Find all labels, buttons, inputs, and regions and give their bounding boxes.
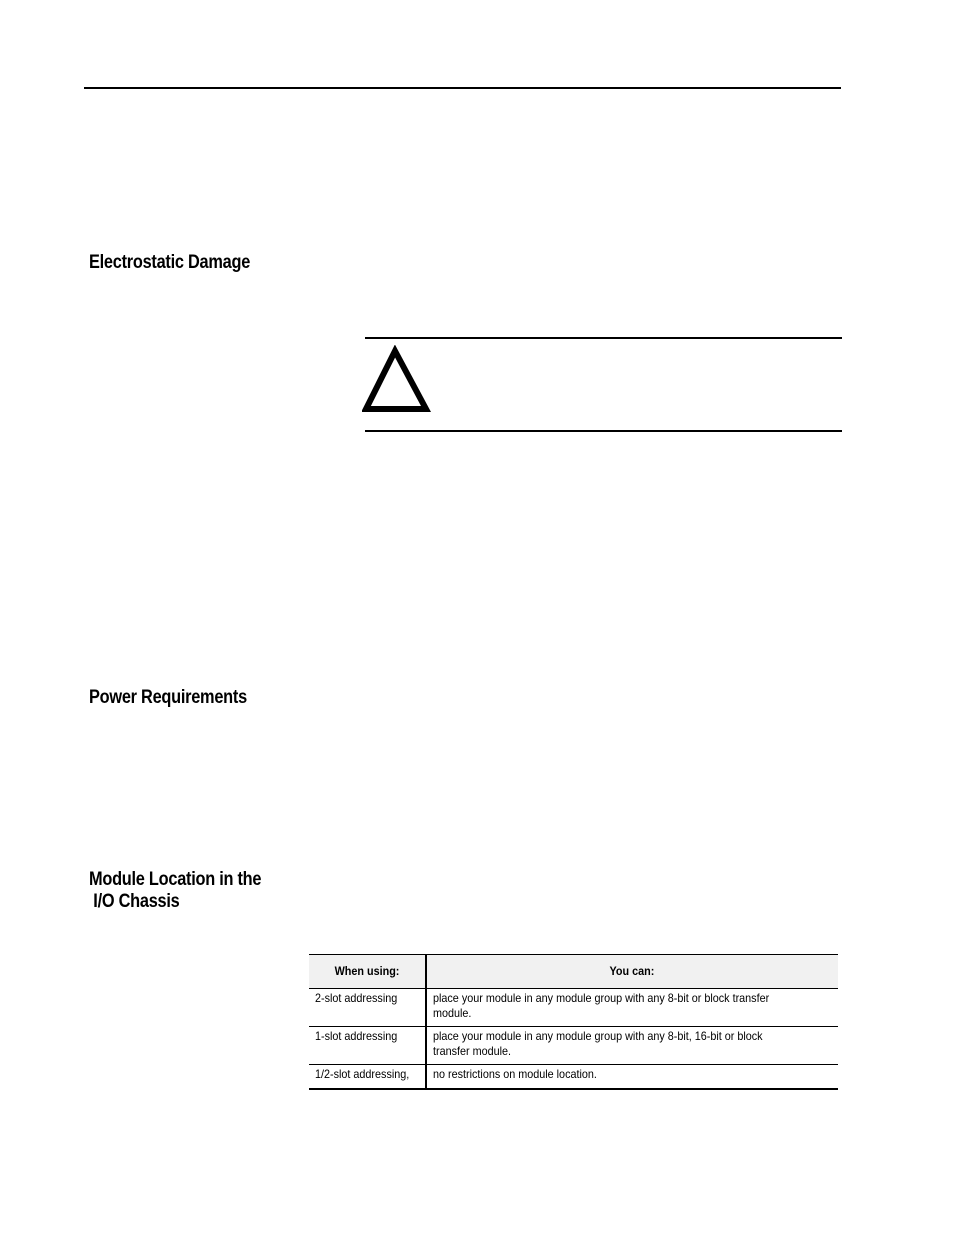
table-cell-you-can: [426, 1027, 838, 1065]
table-header-row: [309, 955, 838, 989]
cell-text: 2-slot addressing: [315, 991, 398, 1005]
header-text: You can:: [609, 964, 655, 978]
heading-text: Electrostatic Damage: [89, 252, 251, 273]
table-cell-when-using: [309, 989, 426, 1027]
table-row: [309, 1065, 838, 1090]
table-row: [309, 989, 838, 1027]
heading-line-2: I/O Chassis: [93, 891, 180, 912]
page-header-rule: [84, 87, 841, 89]
table-row: [309, 1027, 838, 1065]
cell-text: place your module in any module group with any 8-bit or block transfer module.: [432, 991, 769, 1020]
cell-text: 1-slot addressing: [315, 1029, 398, 1043]
table-cell-you-can: [426, 1065, 838, 1090]
column-header-you-can: [426, 955, 838, 989]
table-cell-you-can: [426, 989, 838, 1027]
section-heading-module-location: [89, 869, 261, 913]
module-location-table: [309, 954, 838, 1090]
heading-line-1: Module Location in the: [89, 869, 262, 890]
column-header-when-using: [309, 955, 426, 989]
caution-triangle-icon: [362, 345, 432, 415]
table-cell-when-using: [309, 1027, 426, 1065]
table-cell-when-using: [309, 1065, 426, 1090]
section-heading-electrostatic-damage: [89, 252, 250, 274]
cell-text: 1/2-slot addressing,: [315, 1067, 410, 1081]
warning-bottom-rule: [365, 430, 842, 432]
heading-text: Power Requirements: [89, 687, 247, 708]
section-heading-power-requirements: [89, 687, 247, 709]
cell-text: place your module in any module group with any 8-bit, 16-bit or block transfer module.: [432, 1029, 763, 1058]
warning-top-rule: [365, 337, 842, 339]
cell-text: no restrictions on module location.: [432, 1067, 597, 1081]
header-text: When using:: [334, 964, 400, 978]
